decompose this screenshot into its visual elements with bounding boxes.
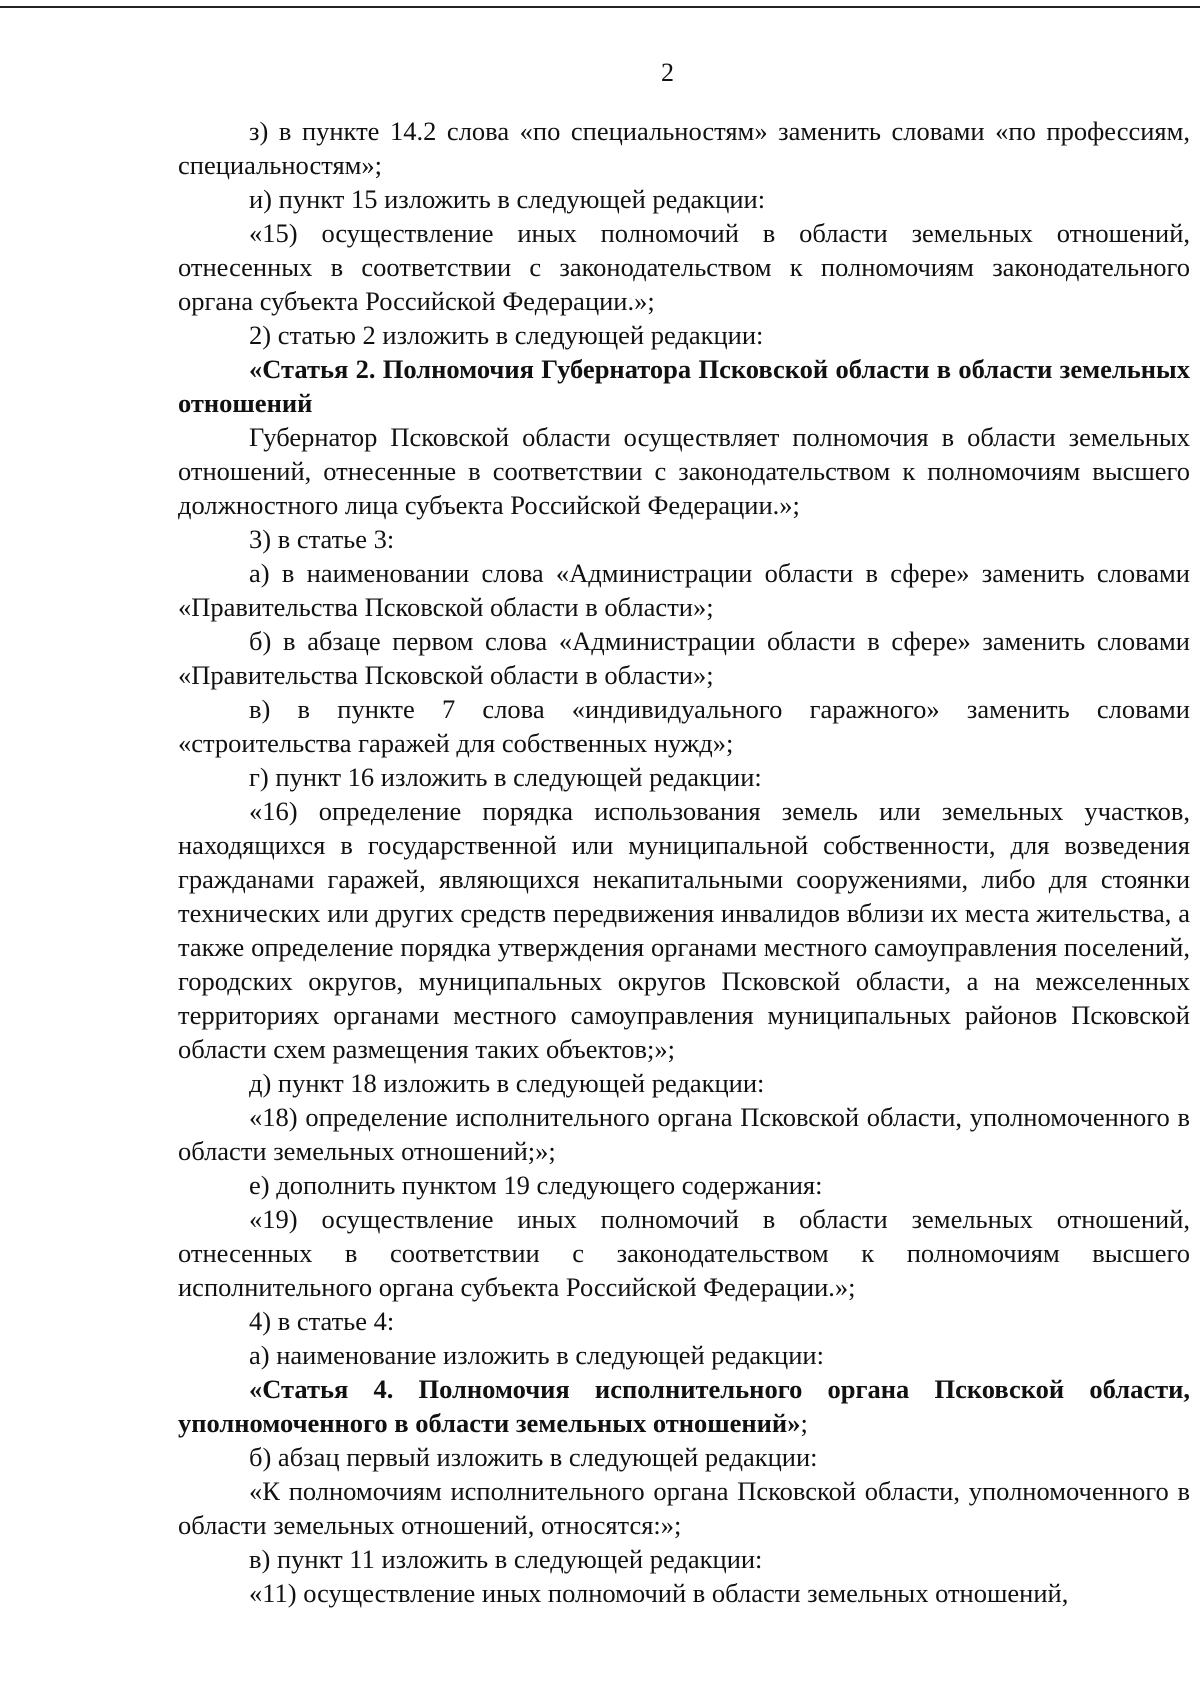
paragraph: в) в пункте 7 слова «индивидуального гаражного» заменить словами «строительства гаражей для собственных нужд»; (178, 694, 1190, 758)
paragraph: 2) статью 2 изложить в следующей редакции: (249, 320, 764, 350)
paragraph: «18) определение исполнительного органа Псковской области, уполномоченного в области земельных отношений;»; (178, 1102, 1190, 1166)
paragraph: д) пункт 18 изложить в следующей редакции: (249, 1068, 765, 1098)
paragraph: «16) определение порядка использования земель или земельных участков, находящихся в государственной или муниципальной собственности, для возведения гражданами гаражей, являющихся некапитальными сооружениями, либо для стоянки технических или других средств передвижения инвалидов вблизи их места жительства, а также определение порядка утверждения органами местного самоуправления поселений, городских округов, муниципальных округов Псковской области, а на межселенных территориях органами местного самоуправления муниципальных районов Псковской области схем размещения таких объектов;»; (178, 796, 1190, 1064)
paragraph: и) пункт 15 изложить в следующей редакции: (249, 184, 766, 214)
paragraph: «11) осуществление иных полномочий в области земельных отношений, (249, 1578, 1069, 1608)
paragraph: з) в пункте 14.2 слова «по специальностям» заменить словами «по профессиям, специальностям»; (178, 116, 1190, 180)
paragraph: «К полномочиям исполнительного органа Псковской области, уполномоченного в области земельных отношений, относятся:»; (178, 1476, 1190, 1540)
paragraph: е) дополнить пунктом 19 следующего содержания: (249, 1170, 823, 1200)
paragraph: «19) осуществление иных полномочий в области земельных отношений, отнесенных в соответствии с законодательством к полномочиям высшего исполнительного органа субъекта Российской Федерации.»; (178, 1204, 1190, 1302)
page-number: 2 (661, 58, 674, 87)
paragraph: а) в наименовании слова «Администрации области в сфере» заменить словами «Правительства Псковской области в области»; (178, 558, 1190, 622)
document-body (178, 114, 1190, 1610)
paragraph: б) в абзаце первом слова «Администрации области в сфере» заменить словами «Правительства Псковской области в области»; (178, 626, 1190, 690)
paragraph: 4) в статье 4: (249, 1306, 395, 1336)
heading-tail: ; (800, 1408, 808, 1438)
paragraph: г) пункт 16 изложить в следующей редакции: (249, 762, 762, 792)
paragraph: б) абзац первый изложить в следующей редакции: (249, 1442, 818, 1472)
paragraph: 3) в статье 3: (249, 524, 395, 554)
article-heading: «Статья 4. Полномочия исполнительного органа Псковской области, уполномоченного в области земельных отношений» (178, 1374, 1190, 1438)
article-heading: «Статья 2. Полномочия Губернатора Псковской области в области земельных отношений (178, 354, 1190, 418)
paragraph: «15) осуществление иных полномочий в области земельных отношений, отнесенных в соответствии с законодательством к полномочиям законодательного органа субъекта Российской Федерации.»; (178, 218, 1190, 316)
paragraph: в) пункт 11 изложить в следующей редакции: (249, 1544, 763, 1574)
article-heading-paragraph (178, 1372, 1190, 1440)
scan-top-border (0, 6, 1200, 8)
paragraph: Губернатор Псковской области осуществляет полномочия в области земельных отношений, отнесенные в соответствии с законодательством к полномочиям высшего должностного лица субъекта Российской Федерации.»; (178, 422, 1190, 520)
paragraph: а) наименование изложить в следующей редакции: (249, 1340, 824, 1370)
